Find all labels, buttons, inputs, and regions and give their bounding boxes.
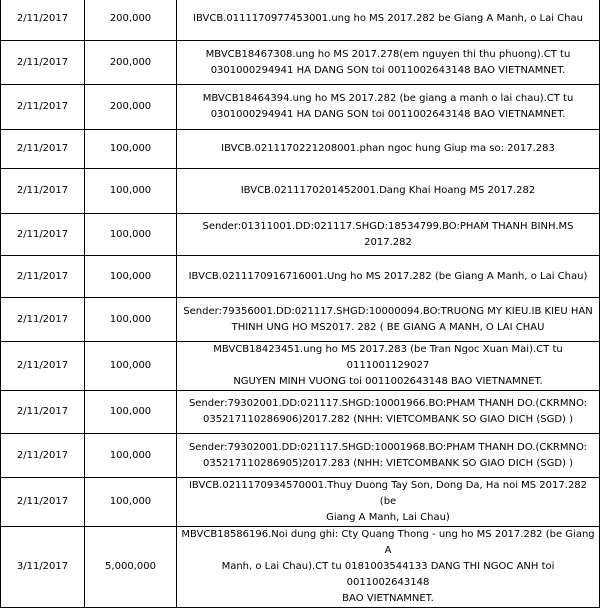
description-cell: IBVCB.0111170977453001.ung ho MS 2017.282 be Giang A Manh, o Lai Chau (177, 0, 600, 41)
amount-cell: 100,000 (85, 298, 177, 342)
date-cell: 2/11/2017 (1, 214, 85, 256)
date-cell: 2/11/2017 (1, 298, 85, 342)
amount-cell: 200,000 (85, 0, 177, 41)
description-cell: IBVCB.0211170916716001.Ung ho MS 2017.282 (be Giang A Manh, o Lai Chau) (177, 256, 600, 298)
date-cell: 3/11/2017 (1, 527, 85, 608)
amount-cell: 100,000 (85, 214, 177, 256)
table-row (1, 214, 600, 256)
amount-cell: 200,000 (85, 85, 177, 130)
amount-cell: 100,000 (85, 342, 177, 391)
amount-cell: 200,000 (85, 41, 177, 85)
description-cell: Sender:79356001.DD:021117.SHGD:10000094.BO:TRUONG MY KIEU.IB KIEU HAN THINH UNG HO MS2017. 282 ( BE GIANG A MANH, O LAI CHAU (177, 298, 600, 342)
table-row (1, 527, 600, 608)
amount-cell: 100,000 (85, 434, 177, 478)
amount-cell: 100,000 (85, 169, 177, 214)
description-cell: Sender:79302001.DD:021117.SHGD:10001966.BO:PHAM THANH DO.(CKRMNO: 035217110286906)2017.282 (NHH: VIETCOMBANK SO GIAO DICH (SGD) ) (177, 391, 600, 434)
date-cell: 2/11/2017 (1, 434, 85, 478)
date-cell: 2/11/2017 (1, 169, 85, 214)
description-cell: MBVCB18464394.ung ho MS 2017.282 (be giang a manh o lai chau).CT tu 0301000294941 HA DANG SON toi 0011002643148 BAO VIETNAMNET. (177, 85, 600, 130)
table-row (1, 256, 600, 298)
table-row (1, 169, 600, 214)
table-row (1, 342, 600, 391)
table-row (1, 85, 600, 130)
date-cell: 2/11/2017 (1, 41, 85, 85)
date-cell: 2/11/2017 (1, 256, 85, 298)
description-cell: MBVCB18467308.ung ho MS 2017.278(em nguyen thi thu phuong).CT tu 0301000294941 HA DANG SON toi 0011002643148 BAO VIETNAMNET. (177, 41, 600, 85)
table-row (1, 0, 600, 41)
table-row (1, 434, 600, 478)
amount-cell: 100,000 (85, 256, 177, 298)
description-cell: MBVCB18423451.ung ho MS 2017.283 (be Tran Ngoc Xuan Mai).CT tu 0111001129027 NGUYEN MINH VUONG toi 0011002643148 BAO VIETNAMNET. (177, 342, 600, 391)
description-cell: Sender:01311001.DD:021117.SHGD:18534799.BO:PHAM THANH BINH.MS 2017.282 (177, 214, 600, 256)
description-cell: IBVCB.0211170934570001.Thuy Duong Tay Son, Dong Da, Ha noi MS 2017.282 (be Giang A Manh, Lai Chau) (177, 478, 600, 527)
description-cell: MBVCB18586196.Noi dung ghi: Cty Quang Thong - ung ho MS 2017.282 (be Giang A Manh, o Lai Chau).CT tu 0181003544133 DANG THI NGOC ANH toi 0011002643148 BAO VIETNAMNET. (177, 527, 600, 608)
amount-cell: 100,000 (85, 130, 177, 169)
date-cell: 2/11/2017 (1, 478, 85, 527)
table-row (1, 298, 600, 342)
description-cell: Sender:79302001.DD:021117.SHGD:10001968.BO:PHAM THANH DO.(CKRMNO: 035217110286905)2017.283 (NHH: VIETCOMBANK SO GIAO DICH (SGD) ) (177, 434, 600, 478)
table-row (1, 130, 600, 169)
date-cell: 2/11/2017 (1, 391, 85, 434)
amount-cell: 100,000 (85, 478, 177, 527)
table-row (1, 41, 600, 85)
description-cell: IBVCB.0211170201452001.Dang Khai Hoang MS 2017.282 (177, 169, 600, 214)
table-row (1, 478, 600, 527)
amount-cell: 100,000 (85, 391, 177, 434)
amount-cell: 5,000,000 (85, 527, 177, 608)
table-row (1, 391, 600, 434)
date-cell: 2/11/2017 (1, 130, 85, 169)
date-cell: 2/11/2017 (1, 0, 85, 41)
description-cell: IBVCB.0211170221208001.phan ngoc hung Giup ma so: 2017.283 (177, 130, 600, 169)
date-cell: 2/11/2017 (1, 342, 85, 391)
date-cell: 2/11/2017 (1, 85, 85, 130)
